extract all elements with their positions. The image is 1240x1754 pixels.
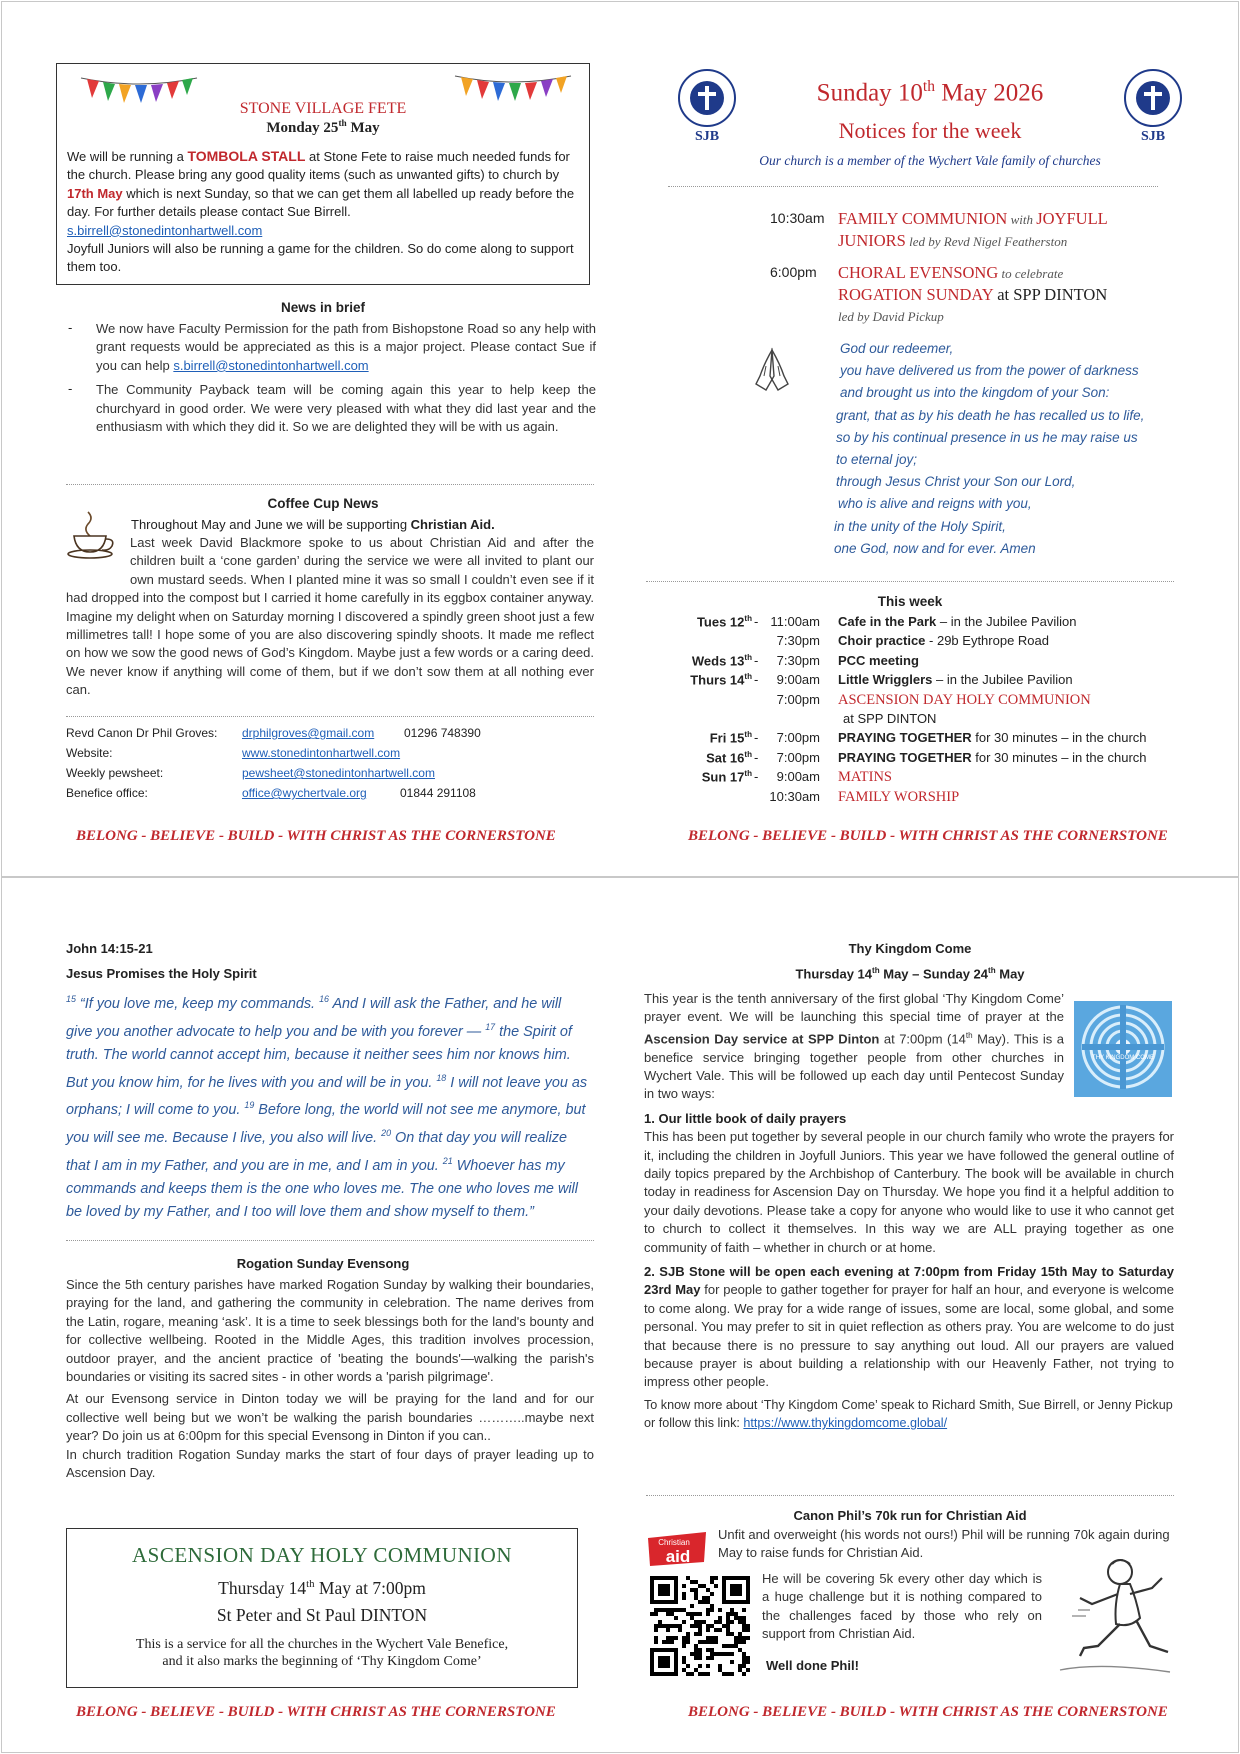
news-item: - The Community Payback team will be coming again this year to help keep the churchyard in good order. We were very pleased with what they did last year and the enthusiasm with which they did it. So we are delighted they will be with us again. — [68, 381, 596, 435]
svg-text:Christian: Christian — [658, 1538, 690, 1547]
rogation-heading: Rogation Sunday Evensong — [236, 1256, 410, 1271]
christian-aid-logo — [646, 1530, 710, 1568]
tkc-heading-1: 1. Our little book of daily prayers — [644, 1110, 847, 1126]
ascension-title: ASCENSION DAY HOLY COMMUNION — [131, 1543, 512, 1567]
fete-email-link[interactable]: s.birrell@stonedintonhartwell.com — [67, 222, 263, 238]
coffee-line1: Throughout May and June we will be supporting Christian Aid. — [131, 517, 495, 532]
ascension-place: St Peter and St Paul DINTON — [216, 1605, 428, 1625]
divider — [668, 186, 1158, 187]
week-row: Fri 15th - 7:00pm PRAYING TOGETHER for 30 minutes – in the church — [709, 730, 1147, 746]
svg-text:aid: aid — [665, 1547, 691, 1566]
rogation-text: Since the 5th century parishes have marked Rogation Sunday by walking their boundaries, praying for the land, and gathering the community in celebration. The name derives from the Latin, rogare, meaning ‘ask’. It is a time to seek blessings both for the land's bounty and for collective wellbeing. Rooted in the Middle Ages, this tradition involves procession, outdoor prayer, and the ancient practice of 'beating the bounds'—walking the parish's boundaries or visiting its sacred sites - in other words a 'parish pilgrimage'. At our Evensong service in Dinton today we will be praying for the land and for our collective well being but we won’t be walking the parish boundaries ………..maybe next year? Do join us at 6:00pm for this special Evensong in Dinton if you can.. In church tradition Rogation Sunday marks the start of four days of prayer leading up to Ascension Day. — [66, 1277, 594, 1481]
svg-text:SJB: SJB — [694, 129, 720, 144]
week-row: Thurs 14th - 9:00am Little Wrigglers – in the Jubilee Pavilion — [690, 672, 1073, 688]
office-email-link[interactable]: office@wychertvale.org — [242, 786, 367, 800]
ascension-date: Thursday 14th May at 7:00pm — [218, 1578, 426, 1598]
footer-motto: BELONG - BELIEVE - BUILD - WITH CHRIST AS THE CORNERSTONE — [688, 1704, 1168, 1720]
contact-row: Revd Canon Dr Phil Groves: drphilgroves@gmail.com 01296 748390 — [66, 726, 481, 740]
well-done: Well done Phil! — [766, 1658, 859, 1673]
fete-deadline: 17th May — [67, 185, 123, 201]
week-row: 10:30am FAMILY WORSHIP — [769, 788, 960, 805]
svg-text:SJB: SJB — [1140, 129, 1166, 144]
tombola-highlight: TOMBOLA STALL — [187, 148, 306, 164]
news-heading: News in brief — [280, 300, 366, 315]
contact-email-link[interactable]: drphilgroves@gmail.com — [242, 726, 375, 740]
divider — [66, 1240, 594, 1241]
reading-text: $^{15}$ “If you love me, keep my commands. $^{16}$ And I will ask the Father, and he will give you another advocate to help you and be with you forever — $^{17}$ the Spirit of truth. The world cannot accept him, because it neither sees him nor knows him. But you know him, for he lives with you and will be in you. $^{18}$ I will not leave you as orphans; I will come to you. $^{19}$ Before long, the world will not see me anymore, but you will see me. Because I live, you also will live. $^{20}$ On that day you will realize that I am in my Father, and you are in me, and I am in you. $^{21}$ Whoever has my commands and keeps them is the one who loves me. The one who loves me will be loved by my Father, and I too will love them and show myself to them.” — [66, 994, 588, 1220]
contacts-block — [66, 726, 586, 806]
bunting-right-icon — [453, 70, 573, 104]
run-heading: Canon Phil’s 70k run for Christian Aid — [793, 1508, 1027, 1523]
divider — [66, 484, 594, 485]
svg-text:THY KINGDOM COME: THY KINGDOM COME — [1092, 1055, 1154, 1061]
week-row: 7:00pm ASCENSION DAY HOLY COMMUNION — [776, 691, 1091, 708]
tagline: Our church is a member of the Wychert Vale family of churches — [759, 153, 1101, 168]
reading-title: Jesus Promises the Holy Spirit — [66, 966, 257, 981]
coffee-body: Last week David Blackmore spoke to us about Christian Aid and after the children built a ‘cone garden’ during the service we were all invited to plant our own mustard seeds. When I planted mine it was so small I couldn’t even see if it had dropped into the compost but I carried it home carefully in its eggbox container anyway. Imagine my delight when on Saturday morning I discovered a spindly green shoot just a few millimetres tall! I hope some of you are also discovering spindly shoots. It made me reflect on how we sow the good news of God’s Kingdom. Maybe just a few words or a caring deed. We never know if anything will come of them, but if we don’t sow them at all nothing ever can. — [66, 535, 594, 698]
praying-hands-icon — [752, 346, 792, 394]
tkc-heading: Thy Kingdom Come — [848, 941, 972, 956]
contact-row: Weekly pewsheet: pewsheet@stonedintonhartwell.com — [66, 766, 435, 780]
news-item: - We now have Faculty Permission for the path from Bishopstone Road so any help with grant requests would be appreciated as this is a major project. Please contact Sue if you can help s.birrell@stonedintonhartwell.com — [68, 320, 596, 373]
contact-row: Website: www.stonedintonhartwell.com — [66, 746, 401, 760]
fete-title: STONE VILLAGE FETE — [239, 100, 407, 117]
divider — [646, 1495, 1174, 1496]
ascension-desc: This is a service for all the churches in the Wychert Vale Benefice, and it also marks the beginning of ‘Thy Kingdom Come’ — [135, 1637, 509, 1669]
week-row: at SPP DINTON — [843, 710, 937, 726]
footer-motto: BELONG - BELIEVE - BUILD - WITH CHRIST AS THE CORNERSTONE — [76, 1704, 556, 1720]
tkc-text: This year is the tenth anniversary of the first global ‘Thy Kingdom Come’ prayer event. We will be launching this special time of prayer at the Ascension Day service at SPP Dinton at 7:00pm (14th May). This is a benefice service bringing together people from other churches in Wychert Vale. This will be followed up each day until Pentecost Sunday in two ways: 1. Our little book of daily prayers This has been put together by several people in our church family who wrote the prayers for it, including the children in Joyfull Juniors. This year we have followed the general outline of daily topics prepared by the Archbishop of Canterbury. The book will be available in church today in readiness for Ascension Day on Thursday. We hope you find it a helpful addition to your daily devotions. Please take a copy for anyone who would like to use it who cannot get to church to collect it themselves. In this way we are ALL praying together as one community of faith – whether in church or at home. 2. SJB Stone will be open each evening at 7:00pm from Friday 15th May to Saturday 23rd May for people to gather together for prayer for half an hour, and everyone is welcome to come along. We pray for a wide range of issues, some are local, some global, and some personal. You may prefer to sit in quiet reflection as others pray. You are welcome to do just that because there is no pressure to say anything out loud. All our prayers are valued because prayer is about building a relationship with our Heavenly Father, not trying to impress other people. To know more about ‘Thy Kingdom Come’ speak to Richard Smith, Sue Birrell, or Jenny Pickup or follow this link: https://www.thykingdomcome.global/ — [644, 991, 1174, 1431]
week-row: 7:30pm Choir practice - 29b Eythrope Road — [776, 633, 1049, 649]
contact-row: Benefice office: office@wychertvale.org 01844 291108 — [66, 786, 476, 800]
footer-motto: BELONG - BELIEVE - BUILD - WITH CHRIST AS THE CORNERSTONE — [76, 828, 556, 844]
run-detail: He will be covering 5k every other day which is a huge challenge but it is nothing compared to the challenges faced by those who rely on support from Christian Aid. — [762, 1571, 1042, 1642]
fete-date: Monday 25th May — [266, 119, 380, 136]
week-row: Tues 12th - 11:00am Cafe in the Park – in the Jubilee Pavilion — [696, 614, 1077, 630]
website-link[interactable]: www.stonedintonhartwell.com — [242, 746, 401, 760]
news-list — [68, 320, 596, 436]
tkc-dates: Thursday 14th May – Sunday 24th May — [795, 966, 1025, 982]
sjb-logo-left-icon — [676, 68, 738, 144]
footer-motto: BELONG - BELIEVE - BUILD - WITH CHRIST AS THE CORNERSTONE — [688, 828, 1168, 844]
run-intro: Unfit and overweight (his words not ours!) Phil will be running 70k again during May to raise funds for Christian Aid. — [718, 1527, 1170, 1561]
fete-paragraph: We will be running a TOMBOLA STALL at Stone Fete to raise much needed funds for the church. Please bring any good quality items (such as unwanted gifts) to church by 17th May which is next Sunday, so that we can get them all labelled up ready before the day. For further details please contact Sue Birrell. s.birrell@stonedintonhartwell.com Joyfull Juniors will also be running a game for the children. So do come along to support them too. — [67, 148, 575, 275]
page-subtitle: Notices for the week — [838, 118, 1022, 143]
collect-prayer: God our redeemer, you have delivered us from the power of darkness and brought us into the kingdom of your Son: grant, that as by his death he has recalled us to life, so by his continual presence in us he may raise us to eternal joy; through Jesus Christ your Son our Lord, who is alive and reigns with you, in the unity of the Holy Spirit, one God, now and for ever. Amen — [834, 341, 1145, 556]
divider — [646, 581, 1174, 582]
qr-code-icon[interactable] — [650, 1576, 754, 1680]
reading-reference: John 14:15-21 — [66, 941, 153, 956]
coffee-heading: Coffee Cup News — [267, 496, 379, 511]
week-heading: This week — [877, 594, 943, 609]
news-email-link[interactable]: s.birrell@stonedintonhartwell.com — [173, 357, 369, 373]
pewsheet-email-link[interactable]: pewsheet@stonedintonhartwell.com — [242, 766, 435, 780]
divider — [66, 716, 594, 717]
ascension-box — [66, 1528, 578, 1688]
week-row: Weds 13th - 7:30pm PCC meeting — [691, 652, 919, 669]
fete-box — [56, 63, 590, 285]
sjb-logo-right-icon — [1122, 68, 1184, 144]
week-schedule — [640, 614, 1200, 808]
week-row: Sun 17th - 9:00am MATINS — [701, 769, 892, 786]
week-row: Sat 16th - 7:00pm PRAYING TOGETHER for 30 minutes – in the church — [706, 749, 1147, 766]
page-title: Sunday 10th May 2026 — [816, 78, 1044, 107]
runner-cartoon-icon — [1050, 1550, 1178, 1686]
tkc-link[interactable]: https://www.thykingdomcome.global/ — [743, 1416, 948, 1431]
